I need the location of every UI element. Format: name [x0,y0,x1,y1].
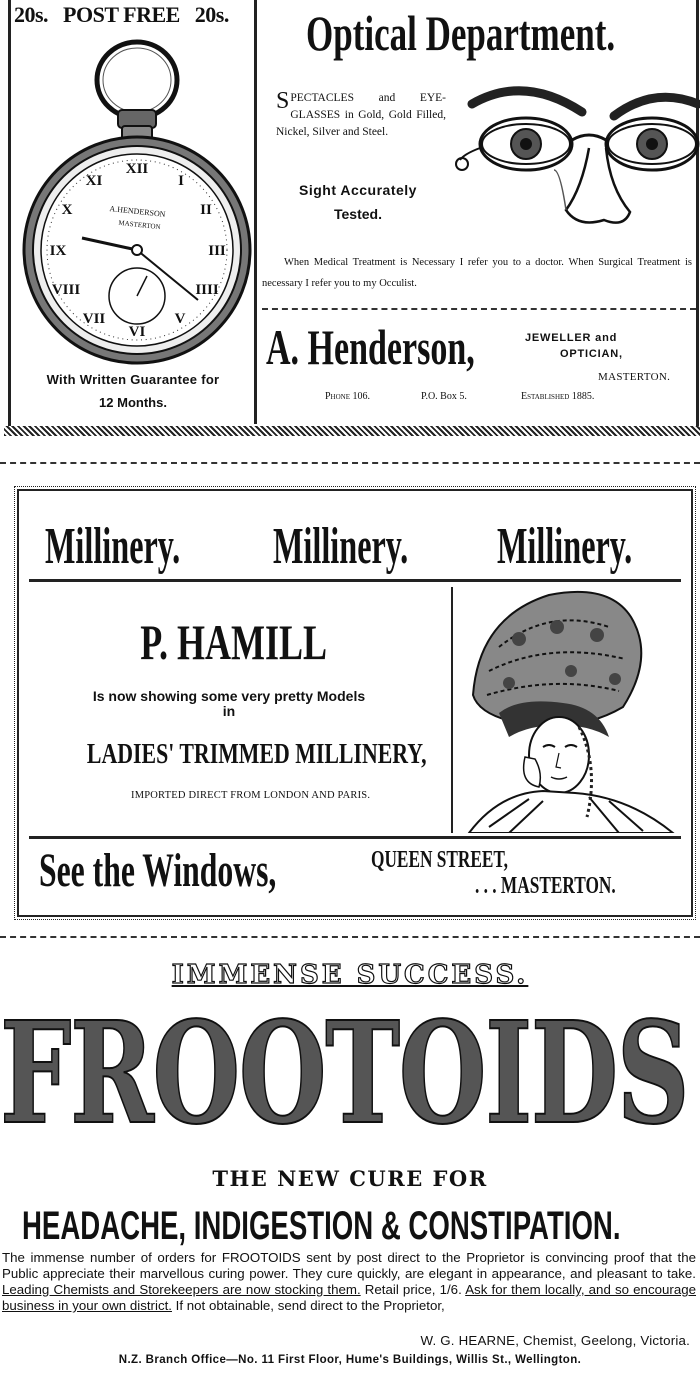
pocket-watch-illustration [20,38,252,368]
ailments-line: HEADACHE, INDIGESTION & CONSTIPATION. [22,1204,621,1248]
drop-cap: S [276,88,290,114]
body-part-2: Retail price, 1/6. [360,1282,466,1297]
svg-text:XII: XII [125,161,149,177]
millinery-banner-2: Millinery. [273,518,409,575]
svg-text:II: II [200,202,212,218]
new-cure-line: THE NEW CURE FOR [212,1166,488,1191]
guarantee-line-1: With Written Guarantee for [46,372,220,387]
body-part-3: If not obtainable, send direct to the Proprietor, [171,1298,445,1313]
optical-divider [262,308,696,310]
henderson-name: A. Henderson, [266,319,475,375]
now-showing-text: Is now showing some very pretty Models in [92,688,366,719]
masterton-town: . . . MASTERTON. [475,873,616,899]
established-year: Established 1885. [521,391,595,402]
column-divider-1 [0,462,700,464]
watch-header: 20s. POST FREE 20s. [14,2,229,27]
hearne-signature: W. G. HEARNE, Chemist, Geelong, Victoria. [420,1333,690,1348]
svg-text:III: III [208,243,226,259]
millinery-banner-1: Millinery. [45,518,181,575]
svg-text:IIII: IIII [195,282,219,298]
svg-text:VIII: VIII [51,282,81,298]
svg-text:XI: XI [85,173,103,189]
referral-text: When Medical Treatment is Necessary I refer you to a doctor. When Surgical Treatment is necessary I refer you to my Occulist. [262,257,692,289]
eyes-spectacles-illustration [454,78,700,238]
optical-title: Optical Department. [306,5,616,61]
millinery-advertisement [17,489,693,917]
queen-street: QUEEN STREET, [371,847,509,873]
svg-text:IX: IX [49,243,67,259]
lady-hat-illustration [459,587,681,833]
bottom-hatched-border [4,426,700,436]
svg-text:I: I [178,173,184,189]
banner-rule [29,579,681,582]
frootoids-brand: FROOTOIDS [0,1014,689,1130]
jeweller-line: JEWELLER and [525,332,618,344]
po-box: P.O. Box 5. [421,391,467,402]
see-the-windows: See the Windows, [39,844,277,897]
dial-town-name: MASTERTON [118,218,161,232]
frootoids-advertisement [0,950,700,1374]
imported-text: IMPORTED DIRECT FROM LONDON AND PARIS. [131,790,371,801]
svg-text:X: X [61,202,73,218]
millinery-banner-3: Millinery. [497,518,633,575]
guarantee-line-2: 12 Months. [99,395,167,410]
body-part-1: The immense number of orders for FROOTOIDS sent by post direct to the Proprietor is convincing proof that the Public appreciate their marvellous curing power. They cure quickly, are elegant in appearance, and pleasant to take. [2,1250,696,1281]
svg-text:V: V [174,311,186,327]
trimmed-millinery: LADIES' TRIMMED MILLINERY, [86,739,427,770]
windows-rule [29,836,681,839]
body-ask-locally: Ask for them locally, and so encourage business in your own district. [2,1282,697,1313]
illustration-side-rule [451,587,453,833]
frootoids-body-text [2,1250,696,1314]
watch-panel-right-rule [254,0,257,424]
optician-line: OPTICIAN, [560,348,623,360]
optical-intro [276,90,446,141]
sight-tested-line-2: Tested. [334,206,382,222]
henderson-advertisement [0,0,700,440]
immense-success: IMMENSE SUCCESS. [171,960,529,990]
body-stockists-link: Leading Chemists and Storekeepers are now stocking them. [2,1282,361,1297]
left-border-rule [8,0,11,428]
svg-text:VII: VII [82,311,106,327]
branch-office: N.Z. Branch Office—No. 11 First Floor, Hume's Buildings, Willis St., Wellington. [118,1354,582,1366]
phone-number: Phone 106. [325,391,371,402]
optical-intro-text: PECTACLES and EYE-GLASSES in Gold, Gold Filled, Nickel, Silver and Steel. [276,92,446,138]
sight-tested-line-1: Sight Accurately [299,182,417,198]
dial-maker-name: A.HENDERSON [109,204,166,219]
column-divider-2 [0,936,700,938]
hamill-name: P. HAMILL [140,614,328,670]
henderson-town: MASTERTON. [598,371,671,383]
svg-text:VI: VI [128,324,146,340]
